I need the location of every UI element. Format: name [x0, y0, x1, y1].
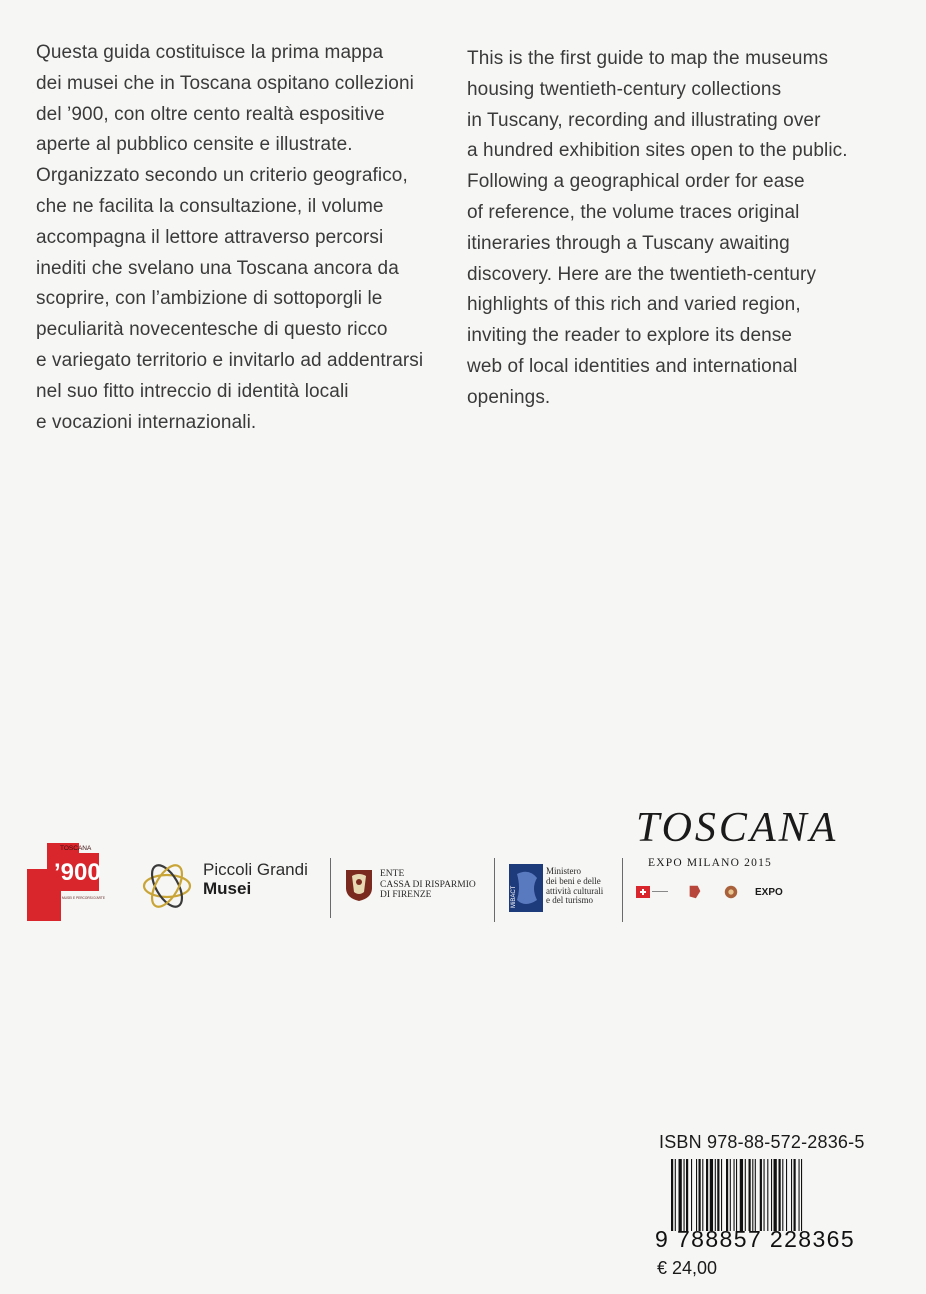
barcode-bar [702, 1159, 703, 1231]
food-icon [722, 884, 740, 900]
text-line: del ’900, con oltre cento realtà espositive [36, 103, 385, 125]
text-line: discovery. Here are the twentieth-century [467, 263, 817, 285]
text-line: e vocazioni internazionali. [36, 411, 257, 433]
toscana-900-logo-shape [27, 843, 105, 921]
logo-top-text: TOSCANA [60, 845, 92, 852]
expo-mini-text: EXPO [755, 887, 783, 898]
mibact-line1: Ministero [546, 866, 581, 876]
text-line: of reference, the volume traces original [467, 201, 800, 223]
text-line: nel suo fitto intreccio di identità locali [36, 380, 349, 402]
isbn-text: ISBN 978-88-572-2836-5 [659, 1132, 865, 1152]
barcode-area [655, 1132, 865, 1282]
text-line: che ne facilita la consultazione, il volume [36, 195, 384, 217]
barcode-bar [752, 1159, 753, 1231]
english-description [467, 44, 887, 414]
text-line: web of local identities and international [467, 355, 798, 377]
barcode-bar [706, 1159, 708, 1231]
text-line: in Tuscany, recording and illustrating over [467, 109, 821, 131]
barcode-bar [710, 1159, 713, 1231]
barcode-bar [740, 1159, 743, 1231]
expo-icon [754, 884, 788, 900]
barcode-bar [730, 1159, 731, 1231]
piccoli-grandi-musei-logo [138, 857, 323, 917]
barcode-bar [782, 1159, 783, 1231]
barcode-bar [760, 1159, 762, 1231]
price: € 24,00 [657, 1258, 718, 1278]
barcode-bar [696, 1159, 697, 1231]
barcode-bar [734, 1159, 735, 1231]
barcode-bar [715, 1159, 716, 1231]
barcode-bar [679, 1159, 682, 1231]
expo-milano-subtitle: EXPO MILANO 2015 [648, 857, 772, 869]
barcode-bar [794, 1159, 796, 1231]
text-line: aperte al pubblico censite e illustrate. [36, 134, 353, 156]
divider [494, 858, 495, 922]
mibact-emblem-icon [509, 864, 543, 912]
barcode-bar [717, 1159, 719, 1231]
text-line: inediti che svelano una Toscana ancora da [36, 257, 399, 279]
text-line: openings. [467, 386, 551, 408]
divider [622, 858, 623, 922]
barcode-bar [691, 1159, 692, 1231]
logo-900-text: ’900 [54, 859, 101, 886]
barcode-bar [736, 1159, 737, 1231]
italian-description [36, 38, 446, 438]
barcode-bar [774, 1159, 777, 1231]
barcode-bar [767, 1159, 768, 1231]
barcode-bar [779, 1159, 781, 1231]
mibact-line2: dei beni e delle [546, 875, 601, 886]
text-line: scoprire, con l’ambizione di sottoporgli le [36, 288, 383, 310]
text-line: This is the first guide to map the museums [467, 48, 829, 69]
ring-icon [138, 857, 196, 915]
toscana-wordmark: TOSCANA [636, 805, 839, 851]
toscana-900-logo [27, 843, 105, 921]
pgm-line2: Musei [203, 879, 252, 898]
barcode-bar [786, 1159, 787, 1231]
pinocchio-icon [686, 884, 704, 900]
barcode-bar [721, 1159, 722, 1231]
text-line: inviting the reader to explore its dense [467, 325, 793, 347]
region-flag-icon [636, 884, 670, 900]
text-line: housing twentieth-century collections [467, 78, 782, 100]
text-line: accompagna il lettore attraverso percorsi [36, 226, 384, 248]
barcode-bar [686, 1159, 688, 1231]
text-line: Following a geographical order for ease [467, 171, 805, 193]
barcode-bar [699, 1159, 701, 1231]
text-line: a hundred exhibition sites open to the public. [467, 140, 848, 162]
mibact-line4: e del turismo [546, 895, 593, 906]
ean-digits: 9 788857 228365 [655, 1226, 856, 1252]
toscana-expo-logo [630, 804, 839, 914]
barcode-icon [671, 1159, 863, 1231]
barcode-bar [671, 1159, 673, 1231]
barcode-bar [791, 1159, 792, 1231]
logo-small-text: MUSEI E PERCORSI D’ARTE [62, 896, 105, 900]
barcode-bar [764, 1159, 765, 1231]
barcode-bar [749, 1159, 751, 1231]
ente-line1: ENTE [380, 869, 405, 879]
crest-icon [344, 868, 374, 902]
barcode-bar [684, 1159, 685, 1231]
text-line: e variegato territorio e invitarlo ad addentrarsi [36, 349, 424, 371]
mibact-vertical-text: MiBACT [511, 885, 517, 908]
barcode-bar [745, 1159, 746, 1231]
text-line: dei musei che in Toscana ospitano collezioni [36, 72, 414, 94]
ente-line3: DI FIRENZE [380, 890, 432, 900]
barcode-bar [675, 1159, 676, 1231]
divider [330, 858, 331, 918]
ente-cassa-risparmio-logo [344, 866, 484, 906]
mibact-logo [509, 862, 619, 918]
barcode-bar [726, 1159, 728, 1231]
barcode-bar [801, 1159, 802, 1231]
ente-line2: CASSA DI RISPARMIO [380, 879, 476, 890]
pgm-line1: Piccoli Grandi [203, 860, 308, 879]
barcode-bar [755, 1159, 756, 1231]
barcode-bar [771, 1159, 772, 1231]
text-line: Questa guida costituisce la prima mappa [36, 42, 384, 63]
text-line: peculiarità novecentesche di questo ricco [36, 319, 388, 341]
text-line: itineraries through a Tuscany awaiting [467, 232, 790, 254]
mibact-line3: attività culturali [546, 885, 604, 896]
text-line: Organizzato secondo un criterio geografico, [36, 165, 408, 187]
text-line: highlights of this rich and varied region, [467, 294, 801, 316]
barcode-bar [799, 1159, 800, 1231]
